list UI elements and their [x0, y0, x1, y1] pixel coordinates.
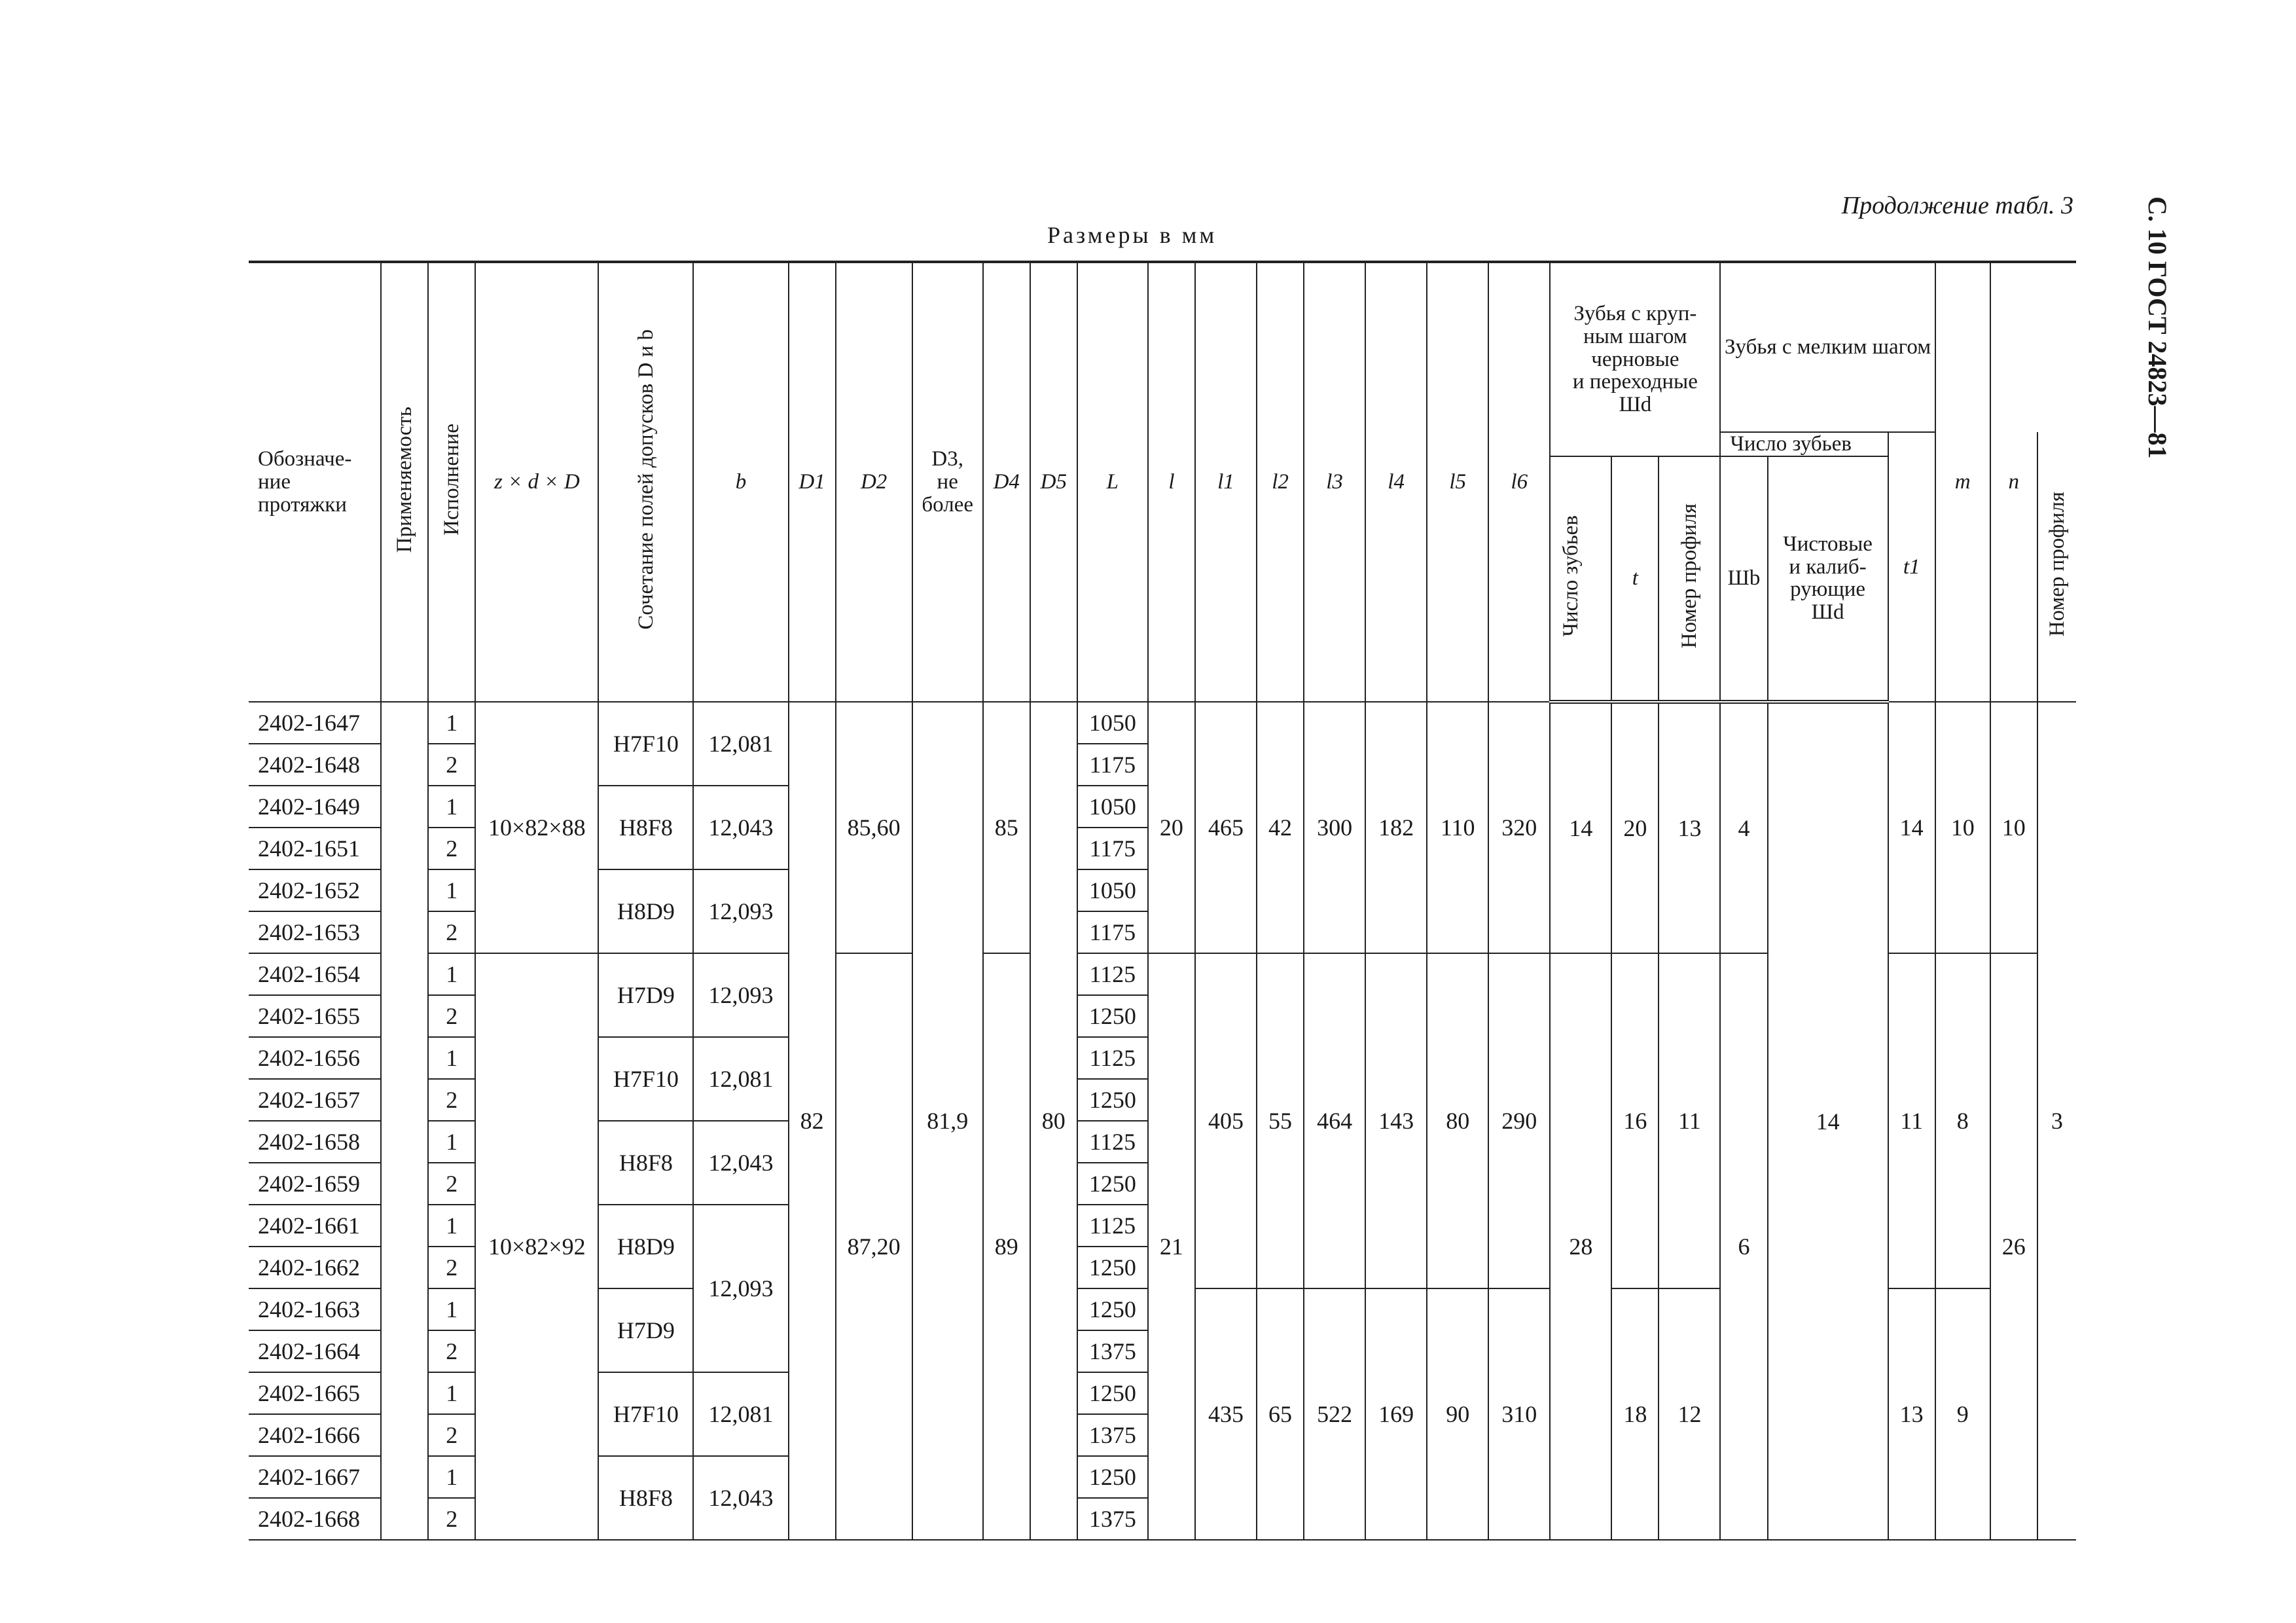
tolerance-cell: H7D9: [598, 1288, 693, 1372]
designation-cell: 2402-1668: [249, 1498, 381, 1540]
header-designation: Обозначе- ние протяжки: [249, 262, 381, 702]
D3-cell: 81,9: [912, 702, 983, 1540]
t1-cell: 13: [1888, 1288, 1935, 1540]
header-D2: D2: [836, 262, 912, 702]
designation-cell: 2402-1663: [249, 1288, 381, 1330]
m-cell: 10: [1990, 702, 2037, 953]
header-tolerance-label: Сочетание полей допусков D и b: [634, 329, 658, 630]
l1-cell: 435: [1195, 1288, 1257, 1540]
designation-cell: 2402-1647: [249, 702, 381, 744]
D5-cell: 80: [1030, 702, 1077, 1540]
b-cell: 12,093: [693, 1205, 788, 1372]
L-cell: 1250: [1077, 1372, 1148, 1414]
execution-cell: 1: [428, 1037, 475, 1079]
L-cell: 1250: [1077, 1163, 1148, 1205]
header-D4: D4: [983, 262, 1030, 702]
header-l3: l3: [1304, 262, 1365, 702]
designation-cell: 2402-1651: [249, 828, 381, 869]
t1-cell: 14: [1888, 702, 1935, 953]
applicability-cell: [381, 702, 428, 1540]
execution-cell: 2: [428, 1498, 475, 1540]
L-cell: 1050: [1077, 869, 1148, 911]
header-z-d-D: z × d × D: [475, 262, 598, 702]
header-coarse-teeth-group: Зубья с круп- ным шагом черновые и переходные Шd: [1550, 262, 1720, 456]
D1-cell: 82: [789, 702, 836, 1540]
header-fine-profile-number-label: Номер профиля: [2045, 491, 2069, 637]
header-coarse-profile-number: [1659, 456, 1720, 702]
header-applicability: [381, 262, 428, 702]
t1-cell: 11: [1888, 953, 1935, 1288]
execution-cell: 1: [428, 953, 475, 995]
designation-cell: 2402-1654: [249, 953, 381, 995]
header-L: L: [1077, 262, 1148, 702]
l2-cell: 65: [1257, 1288, 1304, 1540]
header-l5: l5: [1427, 262, 1488, 702]
header-D5: D5: [1030, 262, 1077, 702]
tolerance-cell: H8D9: [598, 1205, 693, 1288]
execution-cell: 2: [428, 1079, 475, 1121]
execution-cell: 1: [428, 702, 475, 744]
execution-cell: 1: [428, 786, 475, 828]
designation-cell: 2402-1665: [249, 1372, 381, 1414]
l4-cell: 182: [1365, 702, 1427, 953]
execution-cell: 1: [428, 1456, 475, 1498]
header-applicability-label: Применяемость: [392, 406, 416, 553]
n-cell: 3: [2037, 702, 2076, 1540]
m-cell: 26: [1990, 953, 2037, 1540]
D2-cell: 85,60: [836, 702, 912, 953]
b-cell: 12,081: [693, 1037, 788, 1121]
coarse-t-cell: 20: [1611, 702, 1659, 953]
coarse-count-cell: 28: [1550, 953, 1611, 1540]
execution-cell: 1: [428, 1288, 475, 1330]
l4-cell: 143: [1365, 953, 1427, 1288]
fine-profile-cell: 10: [1935, 702, 1990, 953]
header-finishing-calibrating: Чистовые и калиб- рующие Шd: [1768, 456, 1888, 702]
fine-profile-cell: 9: [1935, 1288, 1990, 1540]
header-l2: l2: [1257, 262, 1304, 702]
header-fine-teeth-count-group: Число зубьев: [1720, 432, 1888, 456]
D4-cell: 85: [983, 702, 1030, 953]
designation-cell: 2402-1667: [249, 1456, 381, 1498]
tolerance-cell: H8F8: [598, 786, 693, 869]
designation-cell: 2402-1662: [249, 1247, 381, 1288]
l3-cell: 300: [1304, 702, 1365, 953]
designation-cell: 2402-1653: [249, 911, 381, 953]
L-cell: 1125: [1077, 1121, 1148, 1163]
header-fine-profile-number: [2037, 432, 2076, 702]
header-m: m: [1935, 262, 1990, 702]
zdD-cell: 10×82×92: [475, 953, 598, 1540]
header-coarse-teeth-count: [1550, 456, 1611, 702]
tolerance-cell: H8F8: [598, 1121, 693, 1205]
b-cell: 12,093: [693, 953, 788, 1037]
designation-cell: 2402-1666: [249, 1414, 381, 1456]
coarse-count-cell: 14: [1550, 702, 1611, 953]
coarse-t-cell: 18: [1611, 1288, 1659, 1540]
header-fine-teeth-group: Зубья с мелким шагом: [1720, 262, 1935, 432]
l6-cell: 320: [1488, 702, 1550, 953]
l2-cell: 55: [1257, 953, 1304, 1288]
tolerance-cell: H7F10: [598, 702, 693, 786]
sh-b-cell: 4: [1720, 702, 1767, 953]
L-cell: 1050: [1077, 702, 1148, 744]
dimensions-note: Размеры в мм: [1047, 222, 1217, 248]
designation-cell: 2402-1652: [249, 869, 381, 911]
tolerance-cell: H8D9: [598, 869, 693, 953]
header-execution-label: Исполнение: [439, 424, 463, 536]
L-cell: 1050: [1077, 786, 1148, 828]
L-cell: 1175: [1077, 911, 1148, 953]
L-cell: 1125: [1077, 953, 1148, 995]
designation-cell: 2402-1661: [249, 1205, 381, 1247]
L-cell: 1250: [1077, 1247, 1148, 1288]
designation-cell: 2402-1656: [249, 1037, 381, 1079]
l5-cell: 110: [1427, 702, 1488, 953]
coarse-profile-cell: 12: [1659, 1288, 1720, 1540]
coarse-t-cell: 16: [1611, 953, 1659, 1288]
L-cell: 1375: [1077, 1330, 1148, 1372]
L-cell: 1250: [1077, 1288, 1148, 1330]
tolerance-cell: H7D9: [598, 953, 693, 1037]
L-cell: 1175: [1077, 828, 1148, 869]
l-cell: 21: [1148, 953, 1195, 1540]
designation-cell: 2402-1648: [249, 744, 381, 786]
execution-cell: 2: [428, 1414, 475, 1456]
L-cell: 1125: [1077, 1037, 1148, 1079]
b-cell: 12,081: [693, 1372, 788, 1456]
table-row: [249, 702, 2076, 744]
header-coarse-profile-number-label: Номер профиля: [1677, 503, 1702, 648]
tolerance-cell: H8F8: [598, 1456, 693, 1540]
b-cell: 12,093: [693, 869, 788, 953]
L-cell: 1125: [1077, 1205, 1148, 1247]
execution-cell: 1: [428, 1205, 475, 1247]
L-cell: 1175: [1077, 744, 1148, 786]
finishing-count-cell: 14: [1768, 702, 1888, 1540]
designation-cell: 2402-1664: [249, 1330, 381, 1372]
l2-cell: 42: [1257, 702, 1304, 953]
designation-cell: 2402-1659: [249, 1163, 381, 1205]
L-cell: 1375: [1077, 1498, 1148, 1540]
l1-cell: 465: [1195, 702, 1257, 953]
l1-cell: 405: [1195, 953, 1257, 1288]
page-number: С. 10 ГОСТ 24823—81: [2143, 196, 2172, 459]
execution-cell: 2: [428, 995, 475, 1037]
header-coarse-t: t: [1611, 456, 1659, 702]
execution-cell: 1: [428, 1121, 475, 1163]
header-sh-b: Шb: [1720, 456, 1767, 702]
table-continuation-note: Продолжение табл. 3: [1841, 192, 2073, 219]
l-cell: 20: [1148, 702, 1195, 953]
execution-cell: 2: [428, 911, 475, 953]
header-b: b: [693, 262, 788, 702]
execution-cell: 1: [428, 869, 475, 911]
coarse-profile-cell: 11: [1659, 953, 1720, 1288]
execution-cell: 2: [428, 1247, 475, 1288]
designation-cell: 2402-1649: [249, 786, 381, 828]
execution-cell: 2: [428, 828, 475, 869]
execution-cell: 2: [428, 1163, 475, 1205]
l5-cell: 80: [1427, 953, 1488, 1288]
tolerance-cell: H7F10: [598, 1372, 693, 1456]
D2-cell: 87,20: [836, 953, 912, 1540]
designation-cell: 2402-1657: [249, 1079, 381, 1121]
zdD-cell: 10×82×88: [475, 702, 598, 953]
header-l: l: [1148, 262, 1195, 702]
fine-profile-cell: 8: [1935, 953, 1990, 1288]
L-cell: 1250: [1077, 995, 1148, 1037]
l4-cell: 169: [1365, 1288, 1427, 1540]
l6-cell: 310: [1488, 1288, 1550, 1540]
header-execution: [428, 262, 475, 702]
L-cell: 1250: [1077, 1456, 1148, 1498]
header-D3: D3, не более: [912, 262, 983, 702]
execution-cell: 2: [428, 744, 475, 786]
designation-cell: 2402-1655: [249, 995, 381, 1037]
header-t1: t1: [1888, 432, 1935, 702]
designation-cell: 2402-1658: [249, 1121, 381, 1163]
l3-cell: 464: [1304, 953, 1365, 1288]
b-cell: 12,081: [693, 702, 788, 786]
b-cell: 12,043: [693, 1121, 788, 1205]
D4-cell: 89: [983, 953, 1030, 1540]
L-cell: 1250: [1077, 1079, 1148, 1121]
l5-cell: 90: [1427, 1288, 1488, 1540]
l3-cell: 522: [1304, 1288, 1365, 1540]
header-l4: l4: [1365, 262, 1427, 702]
header-D1: D1: [789, 262, 836, 702]
b-cell: 12,043: [693, 786, 788, 869]
L-cell: 1375: [1077, 1414, 1148, 1456]
broach-dimensions-table: [249, 261, 2076, 1541]
sh-b-cell: 6: [1720, 953, 1767, 1540]
header-l6: l6: [1488, 262, 1550, 702]
tolerance-cell: H7F10: [598, 1037, 693, 1121]
execution-cell: 2: [428, 1330, 475, 1372]
header-n: n: [1990, 262, 2037, 702]
l6-cell: 290: [1488, 953, 1550, 1288]
header-tolerance: [598, 262, 693, 702]
coarse-profile-cell: 13: [1659, 702, 1720, 953]
header-l1: l1: [1195, 262, 1257, 702]
header-coarse-teeth-count-label: Число зубьев: [1559, 515, 1583, 637]
b-cell: 12,043: [693, 1456, 788, 1540]
execution-cell: 1: [428, 1372, 475, 1414]
